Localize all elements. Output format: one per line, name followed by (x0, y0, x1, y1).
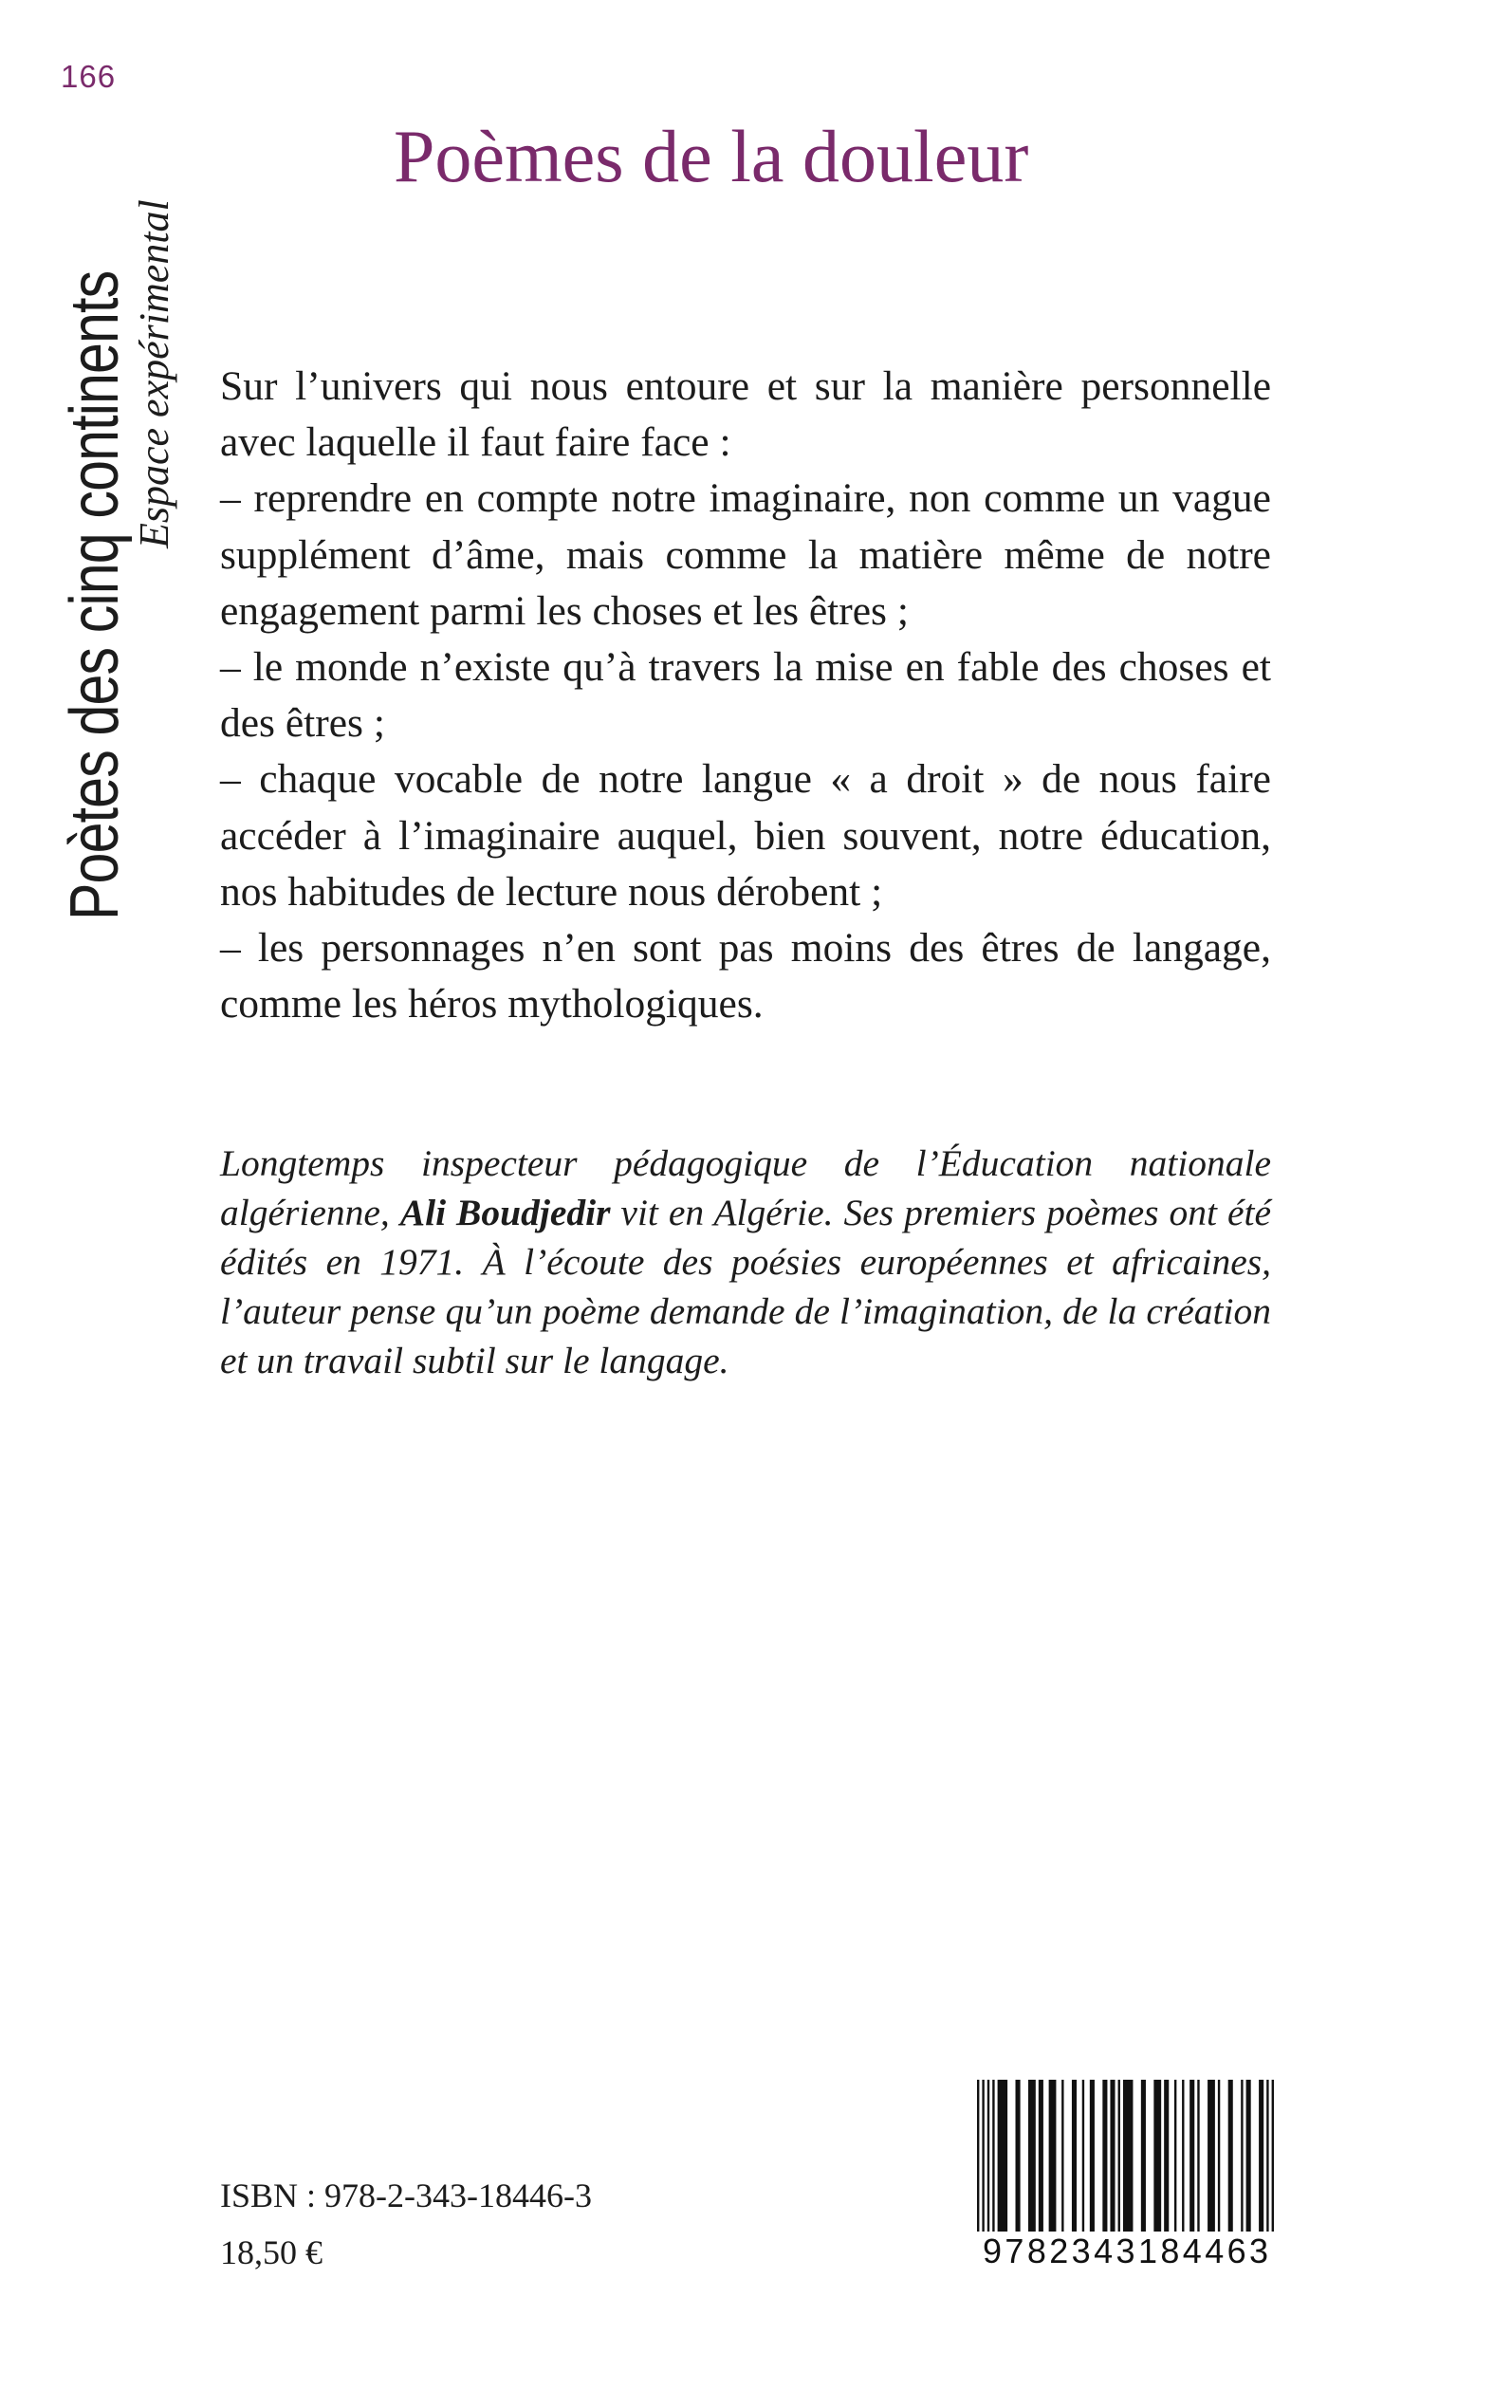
barcode-bars (975, 2080, 1279, 2232)
description-item: – chaque vocable de notre langue « a droit » de nous faire accéder à l’imaginaire auquel, bien souvent, notre éducation, nos habitudes de lecture nous dérobent ; (220, 756, 1271, 915)
barcode-bar (1182, 2080, 1184, 2232)
collection-spine (57, 142, 190, 920)
barcode-digits: 9782343184463 (983, 2232, 1272, 2270)
barcode-bar (1016, 2080, 1021, 2232)
barcode-bar (977, 2080, 979, 2232)
barcode-bar (1118, 2080, 1120, 2232)
bio-text-end: vit en Algérie. Ses premiers poèmes ont été édités en 1971. À l’écoute des poésies européennes et africaines, l’auteur pense qu’un poème demande de l’imagination, de la création et un travail subtil sur le langage. (220, 1192, 1271, 1381)
barcode-bar (1218, 2080, 1220, 2232)
description-item: – reprendre en compte notre imaginaire, non comme un vague supplément d’âme, mais comme la matière même de notre engagement parmi les choses et les êtres ; (220, 475, 1271, 634)
barcode-bar (1189, 2080, 1194, 2232)
barcode-bar (992, 2080, 994, 2232)
price: 18,50 € (220, 2233, 323, 2271)
barcode-bar (1266, 2080, 1268, 2232)
author-name: Ali Boudjedir (399, 1192, 611, 1233)
barcode-bar (987, 2080, 989, 2232)
isbn: ISBN : 978-2-343-18446-3 (220, 2176, 592, 2214)
collection-number: 166 (61, 59, 117, 94)
barcode-bar (982, 2080, 984, 2232)
barcode-bar (1039, 2080, 1043, 2232)
bio-text-start: Longtemps inspecteur pédagogique de l’Éducation nationale algérienne, (220, 1142, 1271, 1233)
book-description (220, 359, 1271, 1032)
barcode-bar (998, 2080, 1008, 2232)
barcode-bar (1228, 2080, 1233, 2232)
barcode-bar (1164, 2080, 1169, 2232)
barcode-bar (1102, 2080, 1107, 2232)
barcode-bar (1028, 2080, 1036, 2232)
barcode-bar (1123, 2080, 1134, 2232)
barcode (975, 2080, 1279, 2279)
description-item: – le monde n’existe qu’à travers la mise en fable des choses et des êtres ; (220, 644, 1271, 747)
barcode-bar (1272, 2080, 1274, 2232)
barcode-bar (1061, 2080, 1063, 2232)
barcode-bar (1241, 2080, 1243, 2232)
collection-name: Poètes des cinq continents (57, 270, 133, 920)
barcode-bar (1197, 2080, 1199, 2232)
barcode-bar (1082, 2080, 1084, 2232)
collection-subtitle: Espace expérimental (131, 199, 177, 548)
barcode-bar (1259, 2080, 1263, 2232)
barcode-bar (1246, 2080, 1251, 2232)
barcode-bar (1090, 2080, 1095, 2232)
author-bio (220, 1139, 1271, 1385)
barcode-bar (1049, 2080, 1057, 2232)
barcode-bar (1174, 2080, 1176, 2232)
description-intro: Sur l’univers qui nous entoure et sur la manière personnelle avec laquelle il faut faire face : (220, 363, 1271, 466)
book-title: Poèmes de la douleur (394, 115, 1029, 197)
barcode-bar (1153, 2080, 1161, 2232)
barcode-bar (1072, 2080, 1077, 2232)
description-item: – les personnages n’en sont pas moins des êtres de langage, comme les héros mythologiques. (220, 925, 1271, 1028)
barcode-bar (1208, 2080, 1215, 2232)
barcode-bar (1141, 2080, 1146, 2232)
barcode-bar (1110, 2080, 1115, 2232)
